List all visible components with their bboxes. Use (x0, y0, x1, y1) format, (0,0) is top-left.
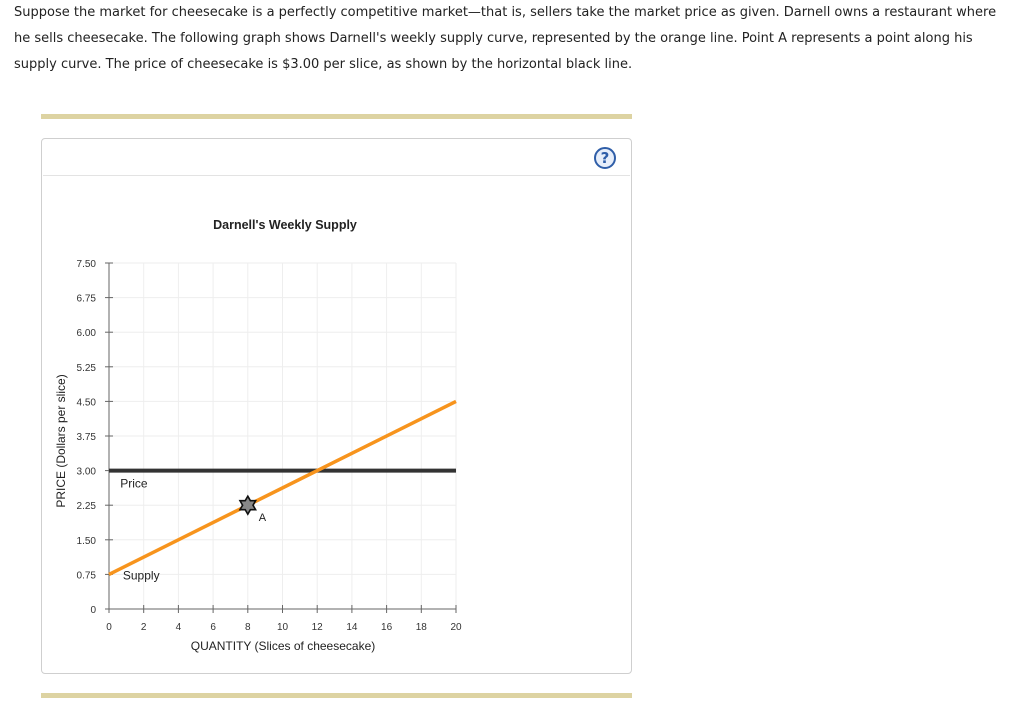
top-divider (41, 114, 632, 119)
x-tick-label: 0 (106, 622, 112, 633)
y-tick-label: 6.75 (76, 293, 96, 305)
x-tick-label: 14 (346, 622, 358, 633)
x-tick-label: 20 (450, 622, 462, 633)
x-tick-label: 6 (210, 622, 216, 633)
point-a-marker[interactable] (240, 496, 256, 514)
y-tick-label: 2.25 (76, 501, 96, 513)
grid (109, 263, 456, 609)
bottom-divider (41, 693, 632, 698)
y-tick-label: 1.50 (76, 535, 96, 547)
x-tick-label: 10 (276, 622, 289, 633)
x-tick-label: 4 (175, 622, 182, 633)
price-line-label: Price (120, 476, 148, 491)
x-tick-label: 16 (381, 622, 393, 633)
supply-line-label: Supply (122, 568, 160, 583)
graph-panel (41, 138, 632, 674)
x-tick-label: 18 (415, 622, 427, 633)
y-tick-label: 0.75 (76, 570, 96, 582)
point-marker-group[interactable] (240, 496, 267, 524)
y-tick-label: 3.00 (76, 466, 96, 478)
x-tick-label: 2 (140, 622, 147, 633)
y-tick-label: 6.00 (76, 328, 96, 340)
y-tick-label: 7.50 (76, 259, 96, 270)
x-tick-label: 12 (311, 622, 323, 633)
intro-text: Suppose the market for cheesecake is a perfectly competitive market—that is, sellers take the market price as given. Darnell owns a restaurant where he sells cheesecake. The following graph shows Darnell's weekly supply curve, represented by the orange line. Point A represents a point along his supply curve. The price of cheesecake is $3.00 per slice, as shown by the horizontal black line. (14, 5, 997, 72)
x-tick-label: 8 (245, 622, 251, 633)
help-icon[interactable]: ? (594, 147, 616, 169)
supply-chart (42, 139, 631, 673)
x-axis-label: QUANTITY (Slices of cheesecake) (190, 639, 376, 653)
y-tick-label: 4.50 (76, 397, 96, 409)
point-a-label: A (258, 512, 267, 525)
y-tick-label: 5.25 (76, 362, 96, 374)
y-tick-label: 0 (90, 605, 96, 616)
y-tick-label: 3.75 (76, 432, 96, 443)
y-axis-label: PRICE (Dollars per slice) (54, 374, 68, 508)
chart-title: Darnell's Weekly Supply (213, 218, 357, 232)
